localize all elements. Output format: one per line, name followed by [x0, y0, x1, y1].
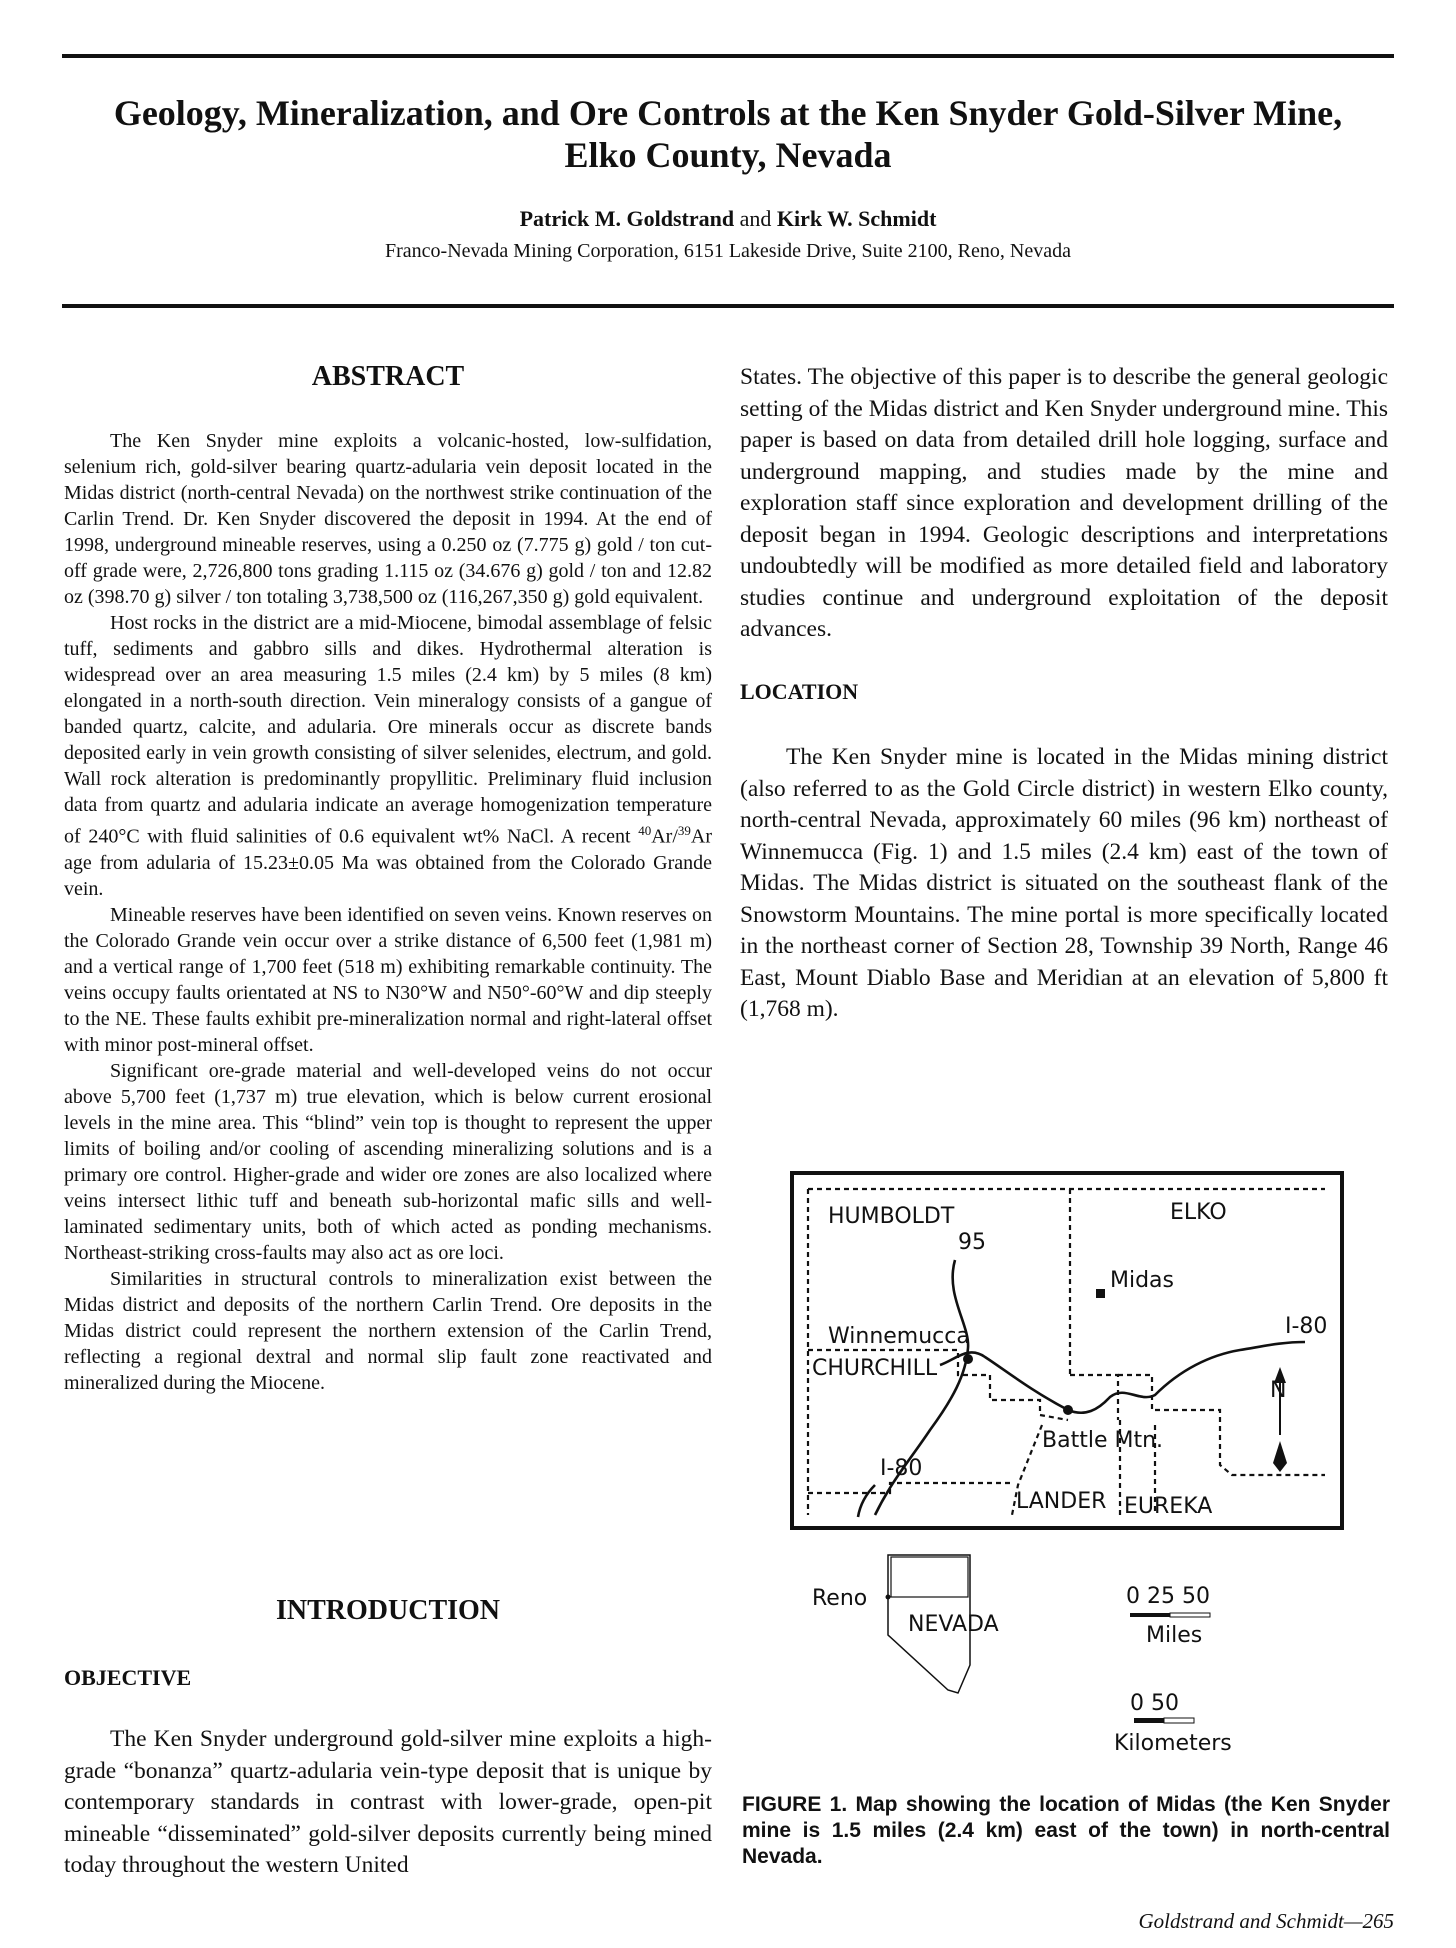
label-churchill: CHURCHILL	[812, 1356, 938, 1381]
midas-marker	[1096, 1289, 1105, 1298]
abstract-paragraph-5: Similarities in structural controls to mineralization exist between the Midas district and deposits of the northern Carlin Trend. Ore deposits in the Midas district could represent the northern extension of the Carlin Trend, reflecting a regional dextral and normal slip fault zone reactivated and mineralized during the Miocene.	[64, 1267, 712, 1394]
abstract-section	[64, 360, 712, 1396]
top-rule	[62, 54, 1394, 58]
north-arrow-base	[1273, 1441, 1287, 1472]
nevada-inset	[812, 1555, 999, 1693]
location-map	[780, 1165, 1360, 1765]
abstract-p2-text-a: Host rocks in the district are a mid-Miocene, bimodal assemblage of felsic tuff, sediments and gabbro sills and dikes. Hydrothermal alteration is widespread over an area measuring 1.5 miles (2.4 km) by 5 miles (8 km) elongated in a north-south direction. Vein mineralogy consists of a gangue of banded quartz, calcite, and adularia. Ore minerals occur as discrete bands deposited early in vein growth consisting of silver selenides, electrum, and gold. Wall rock alteration is predominantly propyllitic. Preliminary fluid inclusion data from quartz and adularia indicate an average homogenization temperature of 240°C with fluid salinities of 0.6 equivalent wt% NaCl. A recent	[64, 612, 712, 848]
objective-paragraph: The Ken Snyder underground gold-silver mine exploits a high-grade “bonanza” quartz-adularia vein-type deposit that is unique by contemporary standards in contrast with lower-grade, open-pit mineable “disseminated” gold-silver deposits currently being mined today throughout the western United	[64, 1726, 712, 1878]
label-reno: Reno	[812, 1586, 868, 1611]
figure-caption: FIGURE 1. Map showing the location of Midas (the Ken Snyder mine is 1.5 miles (2.4 km) east of the town) in north-central Nevada.	[742, 1793, 1390, 1868]
abstract-paragraph-3: Mineable reserves have been identified on seven veins. Known reserves on the Colorado Grande vein occur over a strike distance of 6,500 feet (1,981 m) and a vertical range of 1,700 feet (518 m) exhibiting remarkable continuity. The veins occupy faults orientated at NS to N30°W and N50°-60°W and dip steeply to the NE. These faults exhibit pre-mineralization normal and right-lateral offset with minor post-mineral offset.	[64, 903, 712, 1056]
label-north: N	[1270, 1378, 1287, 1403]
introduction-section	[64, 1594, 712, 1628]
objective-heading: OBJECTIVE	[64, 1665, 192, 1690]
label-i80-west: I-80	[880, 1456, 923, 1481]
miles-scale-bar-black	[1130, 1613, 1170, 1617]
affiliation: Franco-Nevada Mining Corporation, 6151 Lakeside Drive, Suite 2100, Reno, Nevada	[385, 240, 1071, 262]
title-line-2: Elko County, Nevada	[564, 135, 892, 175]
label-eureka: EUREKA	[1124, 1494, 1213, 1519]
page-footer: Goldstrand and Schmidt—265	[1138, 1909, 1394, 1933]
objective-continuation	[740, 362, 1388, 646]
winnemucca-marker	[963, 1354, 973, 1364]
author-2: Kirk W. Schmidt	[776, 206, 937, 231]
abstract-p2-text-c: Ar age from adularia of 15.23±0.05 Ma was obtained from the Colorado Grande vein.	[64, 825, 712, 900]
reno-marker	[886, 1595, 891, 1600]
battle-mtn-marker	[1063, 1405, 1073, 1415]
label-winnemucca: Winnemucca	[828, 1324, 970, 1349]
superscript-40: 40	[638, 823, 652, 838]
abstract-paragraph-4: Significant ore-grade material and well-developed veins do not occur above 5,700 feet (1,737 m) true elevation, which is below current erosional levels in the mine area. This “blind” vein top is thought to represent the upper limits of boiling and/or cooling of ascending mineralizing solutions and is a primary ore control. Higher-grade and wider ore zones are also localized where veins intersect lithic tuff and beneath sub-horizontal mafic sills and well-laminated sedimentary units, both of which acted as ponding mechanisms. Northeast-striking cross-faults may also act as ore loci.	[64, 1059, 712, 1264]
label-highway-95: 95	[958, 1230, 986, 1255]
abstract-p2-text-b: Ar/	[651, 825, 678, 848]
label-lander: LANDER	[1016, 1489, 1107, 1514]
label-battle-mtn: Battle Mtn.	[1042, 1428, 1164, 1453]
label-humboldt: HUMBOLDT	[828, 1204, 955, 1229]
author-1: Patrick M. Goldstrand	[519, 206, 735, 231]
label-miles: Miles	[1146, 1623, 1203, 1648]
label-miles-scale: 0 25 50	[1126, 1584, 1210, 1609]
introduction-heading: INTRODUCTION	[275, 1595, 501, 1626]
label-nevada: NEVADA	[908, 1612, 999, 1637]
abstract-heading: ABSTRACT	[311, 361, 465, 392]
superscript-39: 39	[677, 823, 691, 838]
abstract-paragraph-2	[64, 610, 712, 902]
objective-paragraph-continued: States. The objective of this paper is to describe the general geologic setting of the Midas district and Ken Snyder underground mine. This paper is based on data from detailed drill hole logging, surface and underground mapping, and studies made by the mine and exploration staff since exploration and development drilling of the deposit began in 1994. Geologic descriptions and interpretations undoubtedly will be modified as more detailed field and laboratory studies continue and underground exploitation of the deposit advances.	[740, 364, 1388, 642]
paper-title	[62, 92, 1394, 176]
km-scale-bar-black	[1134, 1718, 1164, 1723]
location-paragraph: The Ken Snyder mine is located in the Midas mining district (also referred to as the Gold Circle district) in western Elko county, north-central Nevada, approximately 60 miles (96 km) northeast of Winnemucca (Fig. 1) and 1.5 miles (2.4 km) east of the town of Midas. The Midas district is situated on the southeast flank of the Snowstorm Mountains. The mine portal is more specifically located in the northeast corner of Section 28, Township 39 North, Range 46 East, Mount Diablo Base and Meridian at an elevation of 5,800 ft (1,768 m).	[740, 744, 1388, 1022]
inset-map-area	[891, 1557, 968, 1597]
miles-scale-bar-white	[1170, 1613, 1210, 1617]
objective-section	[64, 1664, 712, 1882]
interstate-80-west	[858, 1485, 875, 1517]
km-scale-bar-white	[1164, 1718, 1194, 1723]
location-heading: LOCATION	[740, 679, 859, 704]
header-rule	[62, 304, 1394, 308]
authors	[62, 205, 1394, 233]
author-conjunction: and	[739, 206, 772, 231]
label-km-scale: 0 50	[1130, 1691, 1179, 1716]
interstate-80	[940, 1342, 1305, 1413]
label-i80-east: I-80	[1285, 1314, 1328, 1339]
label-kilometers: Kilometers	[1114, 1731, 1232, 1756]
title-line-1: Geology, Mineralization, and Ore Controls at the Ken Snyder Gold-Silver Mine,	[113, 93, 1343, 133]
label-elko: ELKO	[1170, 1200, 1227, 1225]
scale-bars	[1114, 1584, 1232, 1756]
location-section	[740, 678, 1388, 1026]
abstract-paragraph-1: The Ken Snyder mine exploits a volcanic-hosted, low-sulfidation, selenium rich, gold-silver bearing quartz-adularia vein deposit located in the Midas district (north-central Nevada) on the northwest strike continuation of the Carlin Trend. Dr. Ken Snyder discovered the deposit in 1994. At the end of 1998, underground mineable reserves, using a 0.250 oz (7.775 g) gold / ton cut-off grade were, 2,726,800 tons grading 1.115 oz (34.676 g) gold / ton and 12.82 oz (398.70 g) silver / ton totaling 3,738,500 oz (116,267,350 g) gold equivalent.	[64, 430, 712, 608]
highways	[858, 1260, 1305, 1517]
label-midas: Midas	[1110, 1268, 1175, 1293]
